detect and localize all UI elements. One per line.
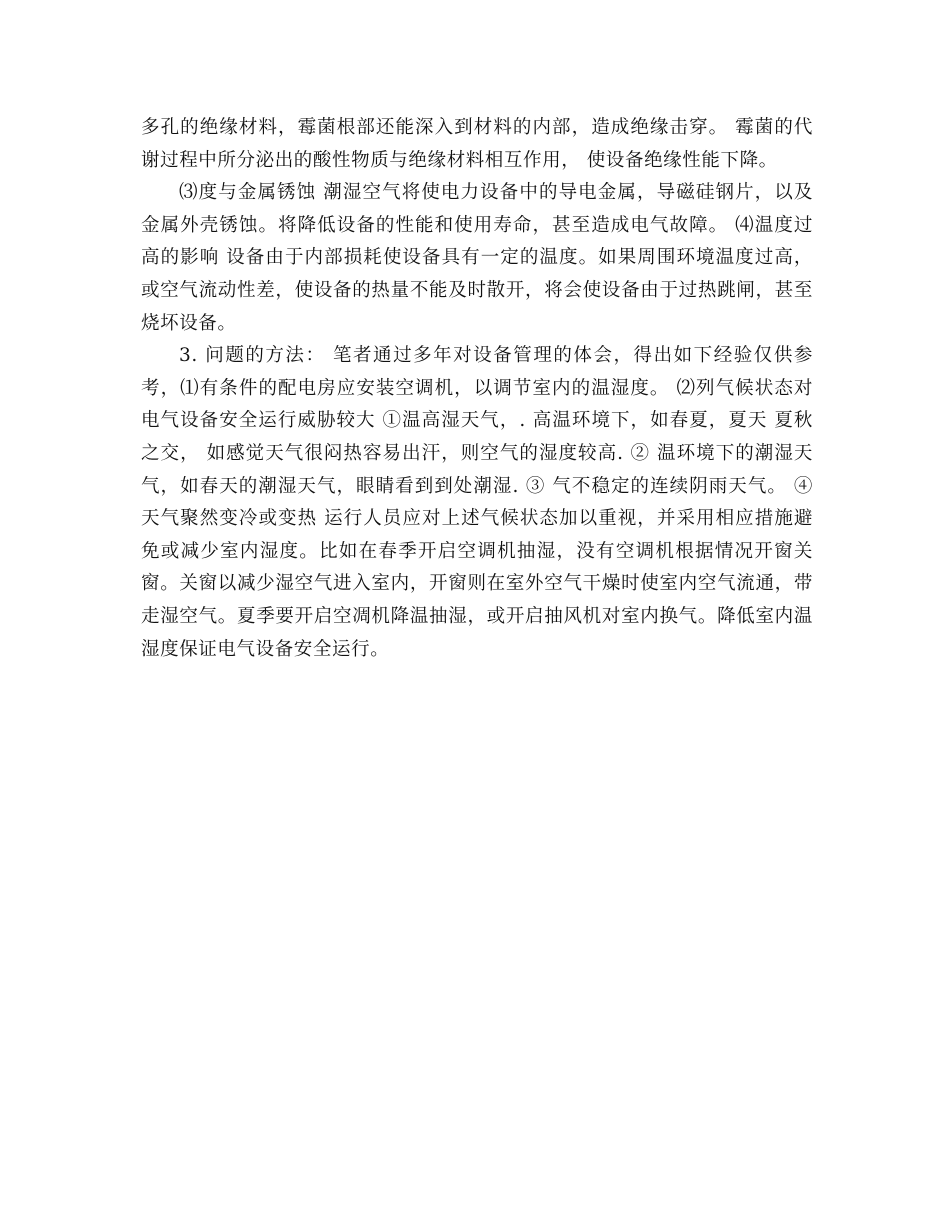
paragraph-solution-methods: 3. 问题的方法： 笔者通过多年对设备管理的体会，得出如下经验仅供参考，⑴有条件的配电房应安装空调机，以调节室内的温湿度。 ⑵列气候状态对电气设备安全运行威胁较大 ①温高湿天气，. 高温环境下，如春夏，夏天 夏秋之交， 如感觉天气很闷热容易出汗，则空气的湿度较高. ② 温环境下的潮湿天气，如春天的潮湿天气，眼睛看到到处潮湿. ③ 气不稳定的连续阴雨天气。 ④天气聚然变冷或变热 运行人员应对上述气候状态加以重视，并采用相应措施避免或减少室内湿度。比如在春季开启空调机抽湿，没有空调机根据情况开窗关窗。关窗以减少湿空气进入室内，开窗则在室外空气干燥时使室内空气流通，带走湿空气。夏季要开启空凋机降温抽湿，或开启抽风机对室内换气。降低室内温湿度保证电气设备安全运行。 <box>141 345 813 660</box>
paragraph-metal-corrosion-temperature: ⑶度与金属锈蚀 潮湿空气将使电力设备中的导电金属，导磁硅钢片，以及金属外壳锈蚀。将降低设备的性能和使用寿命，甚至造成电气故障。 ⑷温度过高的影响 设备由于内部损耗使设备具有一定的温度。如果周围环境温度过高，或空气流动性差，使设备的热量不能及时散开，将会使设备由于过热跳闸，甚至烧坏设备。 <box>141 182 813 334</box>
document-body <box>141 112 813 666</box>
paragraph-mold-insulation: 多孔的绝缘材料，霉菌根部还能深入到材料的内部，造成绝缘击穿。 霉菌的代谢过程中所分泌出的酸性物质与绝缘材料相互作用， 使设备绝缘性能下降。 <box>141 117 813 171</box>
